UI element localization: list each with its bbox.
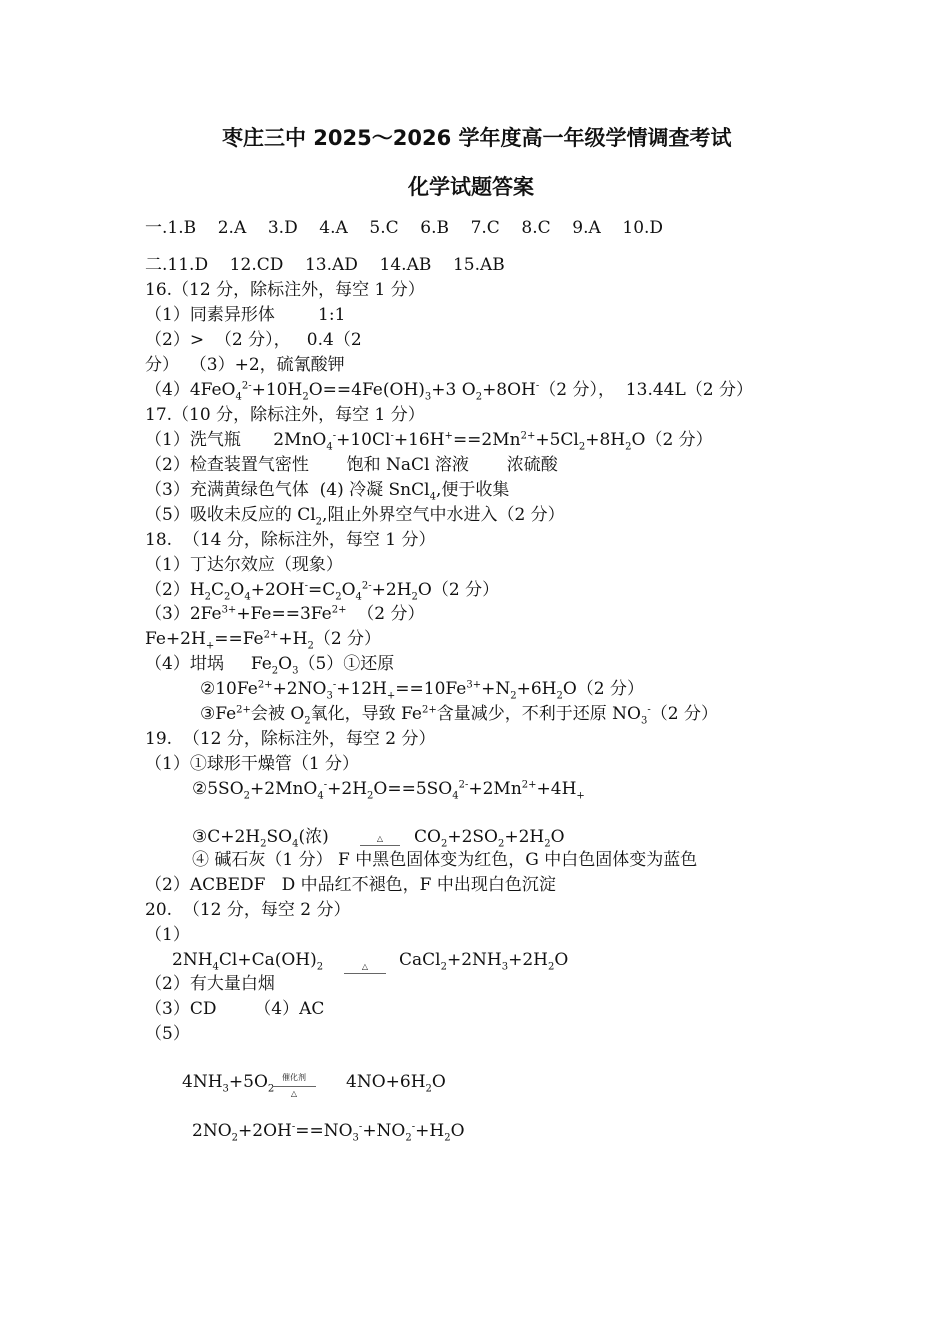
q17-line3: （3）充满黄绿色气体 (4) 冷凝 SnCl$_4$,便于收集 [145, 480, 510, 503]
q16-line3: 分） （3）+2，硫氰酸钾 [145, 355, 345, 375]
q18-head: 18. （14 分，除标注外，每空 1 分） [145, 530, 436, 550]
page-subtitle: 化学试题答案 [408, 175, 534, 199]
page-title: 枣庄三中 2025～2026 学年度高一年级学情调查考试 [222, 126, 732, 150]
q20-line3: （2）有大量白烟 [145, 974, 275, 994]
q20-line6-left: $4NH_3+5O_2$ [182, 1072, 275, 1095]
heat-condition-1: △ [360, 834, 400, 848]
q16-line1: （1）同素异形体 1:1 [145, 305, 346, 325]
q18-line7: $③Fe^{2+}$会被 $O_2$氧化，导致 $Fe^{2+}$含量减少，不利于还原 $NO_3^-(2$ 分） [200, 704, 718, 727]
q19-line3-left: $③C+2H_2SO_4$(浓) [192, 827, 329, 850]
q19-head: 19. （12 分，除标注外，每空 2 分） [145, 729, 436, 749]
heat-condition-2: △ [344, 962, 386, 976]
q18-line6: $②10Fe^{2+}+2NO_3^-+12H_+==10Fe^{3+}+N_2+6H_2O(2$ 分） [200, 679, 645, 702]
q19-line4: ④ 碱石灰（1 分） F 中黑色固体变为红色，G 中白色固体变为蓝色 [192, 850, 698, 870]
q18-line1: （1）丁达尔效应（现象） [145, 555, 343, 575]
q16-head: 16.（12 分，除标注外，每空 1 分） [145, 280, 425, 300]
q16-line4: $(4)4FeO_4^{2-}+10H_2O==4Fe(OH)_3+3$ $O_2+8OH^-(2$ 分）， 13.44L（2 分） [145, 380, 753, 403]
q19-line3-right: $CO_2+2SO_2+2H_2O$ [414, 827, 565, 850]
q18-line5: （4）坩埚 $Fe_2O_3(5)①$还原 [145, 654, 395, 677]
catalyst-condition: 催化剂 △ [272, 1072, 316, 1102]
q18-line4: $Fe+2H_+==Fe^{2+}+H_2(2$ 分） [145, 629, 382, 652]
q16-line2: （2）> （2 分）， 0.4（2 [145, 330, 362, 350]
part1-answers: 一.1.B 2.A 3.D 4.A 5.C 6.B 7.C 8.C 9.A 10.D [145, 218, 664, 238]
q20-line1: （1） [145, 925, 190, 945]
q17-head: 17.（10 分，除标注外，每空 1 分） [145, 405, 425, 425]
q19-line5: （2）ACBEDF D 中品红不褪色，F 中出现白色沉淀 [145, 875, 556, 895]
q20-line2-left: $2NH_4Cl+Ca(OH)_2$ [172, 950, 324, 973]
q19-line1: （1）①球形干燥管（1 分） [145, 754, 360, 774]
q20-line7: $2NO_2+2OH^-==NO_3^-+NO_2^-+H_2O$ [192, 1121, 465, 1144]
q18-line3: $(3)2Fe^{3+}+Fe==3Fe^{2+}$ （2 分） [145, 604, 425, 624]
q20-line6-right: $4NO+6H_2O$ [346, 1072, 446, 1095]
q17-line1: （1）洗气瓶 $2MnO_4^-+10Cl^-+16H^+==2Mn^{2+}+5Cl_2+8H_2O(2$ 分） [145, 430, 713, 453]
q19-line2: $②5SO_2+2MnO_4^-+2H_2O==5SO_4^{2-}+2Mn^{2+}+4H_+$ [192, 779, 585, 802]
q20-line4: （3）CD （4）AC [145, 999, 325, 1019]
q17-line4: （5）吸收未反应的 $Cl_2$,阻止外界空气中水进入（2 分） [145, 505, 565, 528]
q20-line5: （5） [145, 1024, 190, 1044]
q20-head: 20. （12 分，每空 2 分） [145, 900, 351, 920]
q20-line2-right: $CaCl_2+2NH_3+2H_2O$ [399, 950, 569, 973]
q18-line2: $(2)H_2C_2O_4+2OH^-=C_2O_4^{2-}+2H_2O(2$ 分） [145, 580, 500, 603]
part2-answers: 二.11.D 12.CD 13.AD 14.AB 15.AB [145, 255, 505, 275]
q17-line2: （2）检查装置气密性 饱和 NaCl 溶液 浓硫酸 [145, 455, 558, 475]
